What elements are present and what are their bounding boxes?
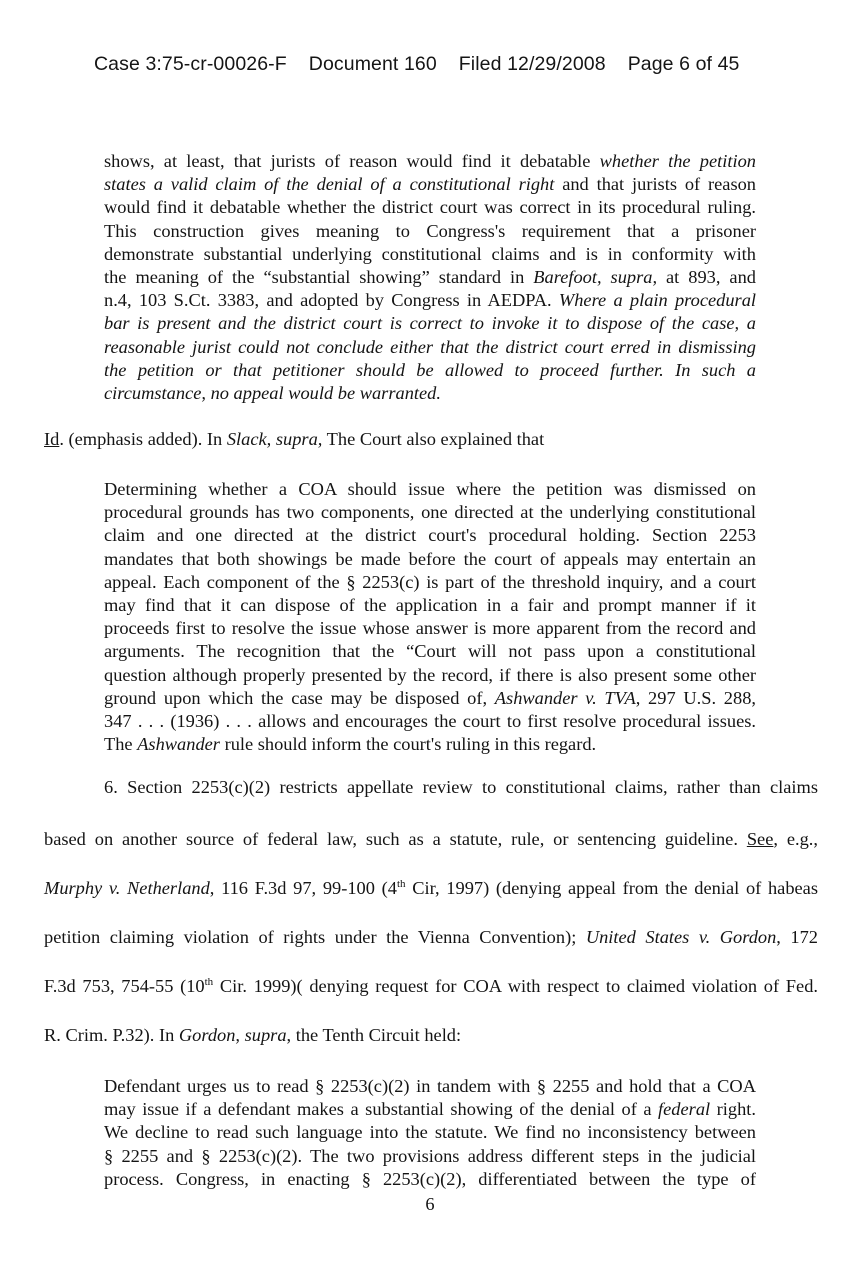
id-paragraph: Id. (emphasis added). In Slack, supra, The Court also explained that <box>44 429 545 449</box>
quote-line: question although properly presented by the record, if there is also present some other <box>104 664 756 685</box>
id-citation: Id <box>44 429 60 449</box>
case-number: Case 3:75-cr-00026-F <box>94 53 287 75</box>
quote-line: appeal. Each component of the § 2253(c) is part of the threshold inquiry, and a court <box>104 571 756 592</box>
quote-line: procedural grounds has two components, one directed at the underlying constitutional <box>104 502 756 523</box>
paragraph-6-line: Murphy v. Netherland, 116 F.3d 97, 99-100 (4th Cir, 1997) (denying appeal from the denial of habeas <box>44 878 819 899</box>
quote-line: circumstance, no appeal would be warranted. <box>104 382 441 403</box>
quote-line: proceeds first to resolve the issue whose answer is more apparent from the record and <box>104 618 756 639</box>
quote-line: may find that it can dispose of the application in a fair and prompt manner if it <box>104 594 756 615</box>
paragraph-6-line: F.3d 753, 754-55 (10th Cir. 1999)( denying request for COA with respect to claimed violation of Fed. <box>44 976 818 997</box>
quote-line: n.4, 103 S.Ct. 3383, and adopted by Congress in AEDPA. Where a plain procedural <box>104 290 756 311</box>
quote-line: states a valid claim of the denial of a constitutional right and that jurists of reason <box>104 174 756 195</box>
quote-line: arguments. The recognition that the “Court will not pass upon a constitutional <box>104 641 756 662</box>
page-number: 6 <box>425 1194 435 1214</box>
quote-line: the petition or that petitioner should be allowed to proceed further. In such a <box>104 359 756 380</box>
ecf-header <box>94 53 774 76</box>
quote-line: mandates that both showings be made before the court of appeals may entertain an <box>104 548 756 569</box>
quote-line: demonstrate substantial underlying constitutional claims and is in conformity with <box>104 243 756 264</box>
quote-line: shows, at least, that jurists of reason would find it debatable whether the petition <box>104 151 756 171</box>
quote-line: ground upon which the case may be disposed of, Ashwander v. TVA, 297 U.S. 288, <box>104 687 756 708</box>
paragraph-6-line: 6. Section 2253(c)(2) restricts appellate review to constitutional claims, rather than claims <box>104 777 818 797</box>
paragraph-6-line: R. Crim. P.32). In Gordon, supra, the Tenth Circuit held: <box>44 1025 462 1045</box>
block-quote-slack <box>104 150 756 405</box>
quote-line: 347 . . . (1936) . . . allows and encourages the court to first resolve procedural issues. <box>104 710 756 731</box>
quote-line: reasonable jurist could not conclude either that the district court erred in dismissing <box>104 336 756 357</box>
quote-line: The Ashwander rule should inform the court's ruling in this regard. <box>104 734 597 755</box>
block-quote-slack-2 <box>104 478 756 756</box>
quote-line: process. Congress, in enacting § 2253(c)(2), differentiated between the type of <box>104 1168 756 1189</box>
see-signal: See <box>746 829 774 849</box>
quote-line: bar is present and the district court is correct to invoke it to dispose of the case, a <box>104 313 756 334</box>
quote-line: would find it debatable whether the district court was correct in its procedural ruling. <box>104 197 756 218</box>
quote-line: § 2255 and § 2253(c)(2). The two provisions address different steps in the judicial <box>104 1145 756 1166</box>
quote-line: the meaning of the “substantial showing” standard in Barefoot, supra, at 893, and <box>104 266 756 287</box>
block-quote-gordon <box>104 1075 756 1191</box>
quote-line: Determining whether a COA should issue where the petition was dismissed on <box>104 479 756 499</box>
paragraph-6-line: based on another source of federal law, such as a statute, rule, or sentencing guideline. See, e.g., <box>44 829 818 849</box>
page-count: Page 6 of 45 <box>627 53 740 75</box>
filed-date: Filed 12/29/2008 <box>458 53 606 75</box>
quote-line: This construction gives meaning to Congress's requirement that a prisoner <box>104 220 756 241</box>
document-number: Document 160 <box>308 53 437 75</box>
paragraph-6-line: petition claiming violation of rights under the Vienna Convention); United States v. Gordon, 172 <box>44 927 818 947</box>
quote-line: may issue if a defendant makes a substantial showing of the denial of a federal right. <box>104 1099 756 1120</box>
quote-line: Defendant urges us to read § 2253(c)(2) in tandem with § 2255 and hold that a COA <box>104 1076 756 1096</box>
quote-line: claim and one directed at the district court's procedural holding. Section 2253 <box>104 525 756 546</box>
quote-line: We decline to read such language into the statute. We find no inconsistency between <box>104 1122 756 1143</box>
